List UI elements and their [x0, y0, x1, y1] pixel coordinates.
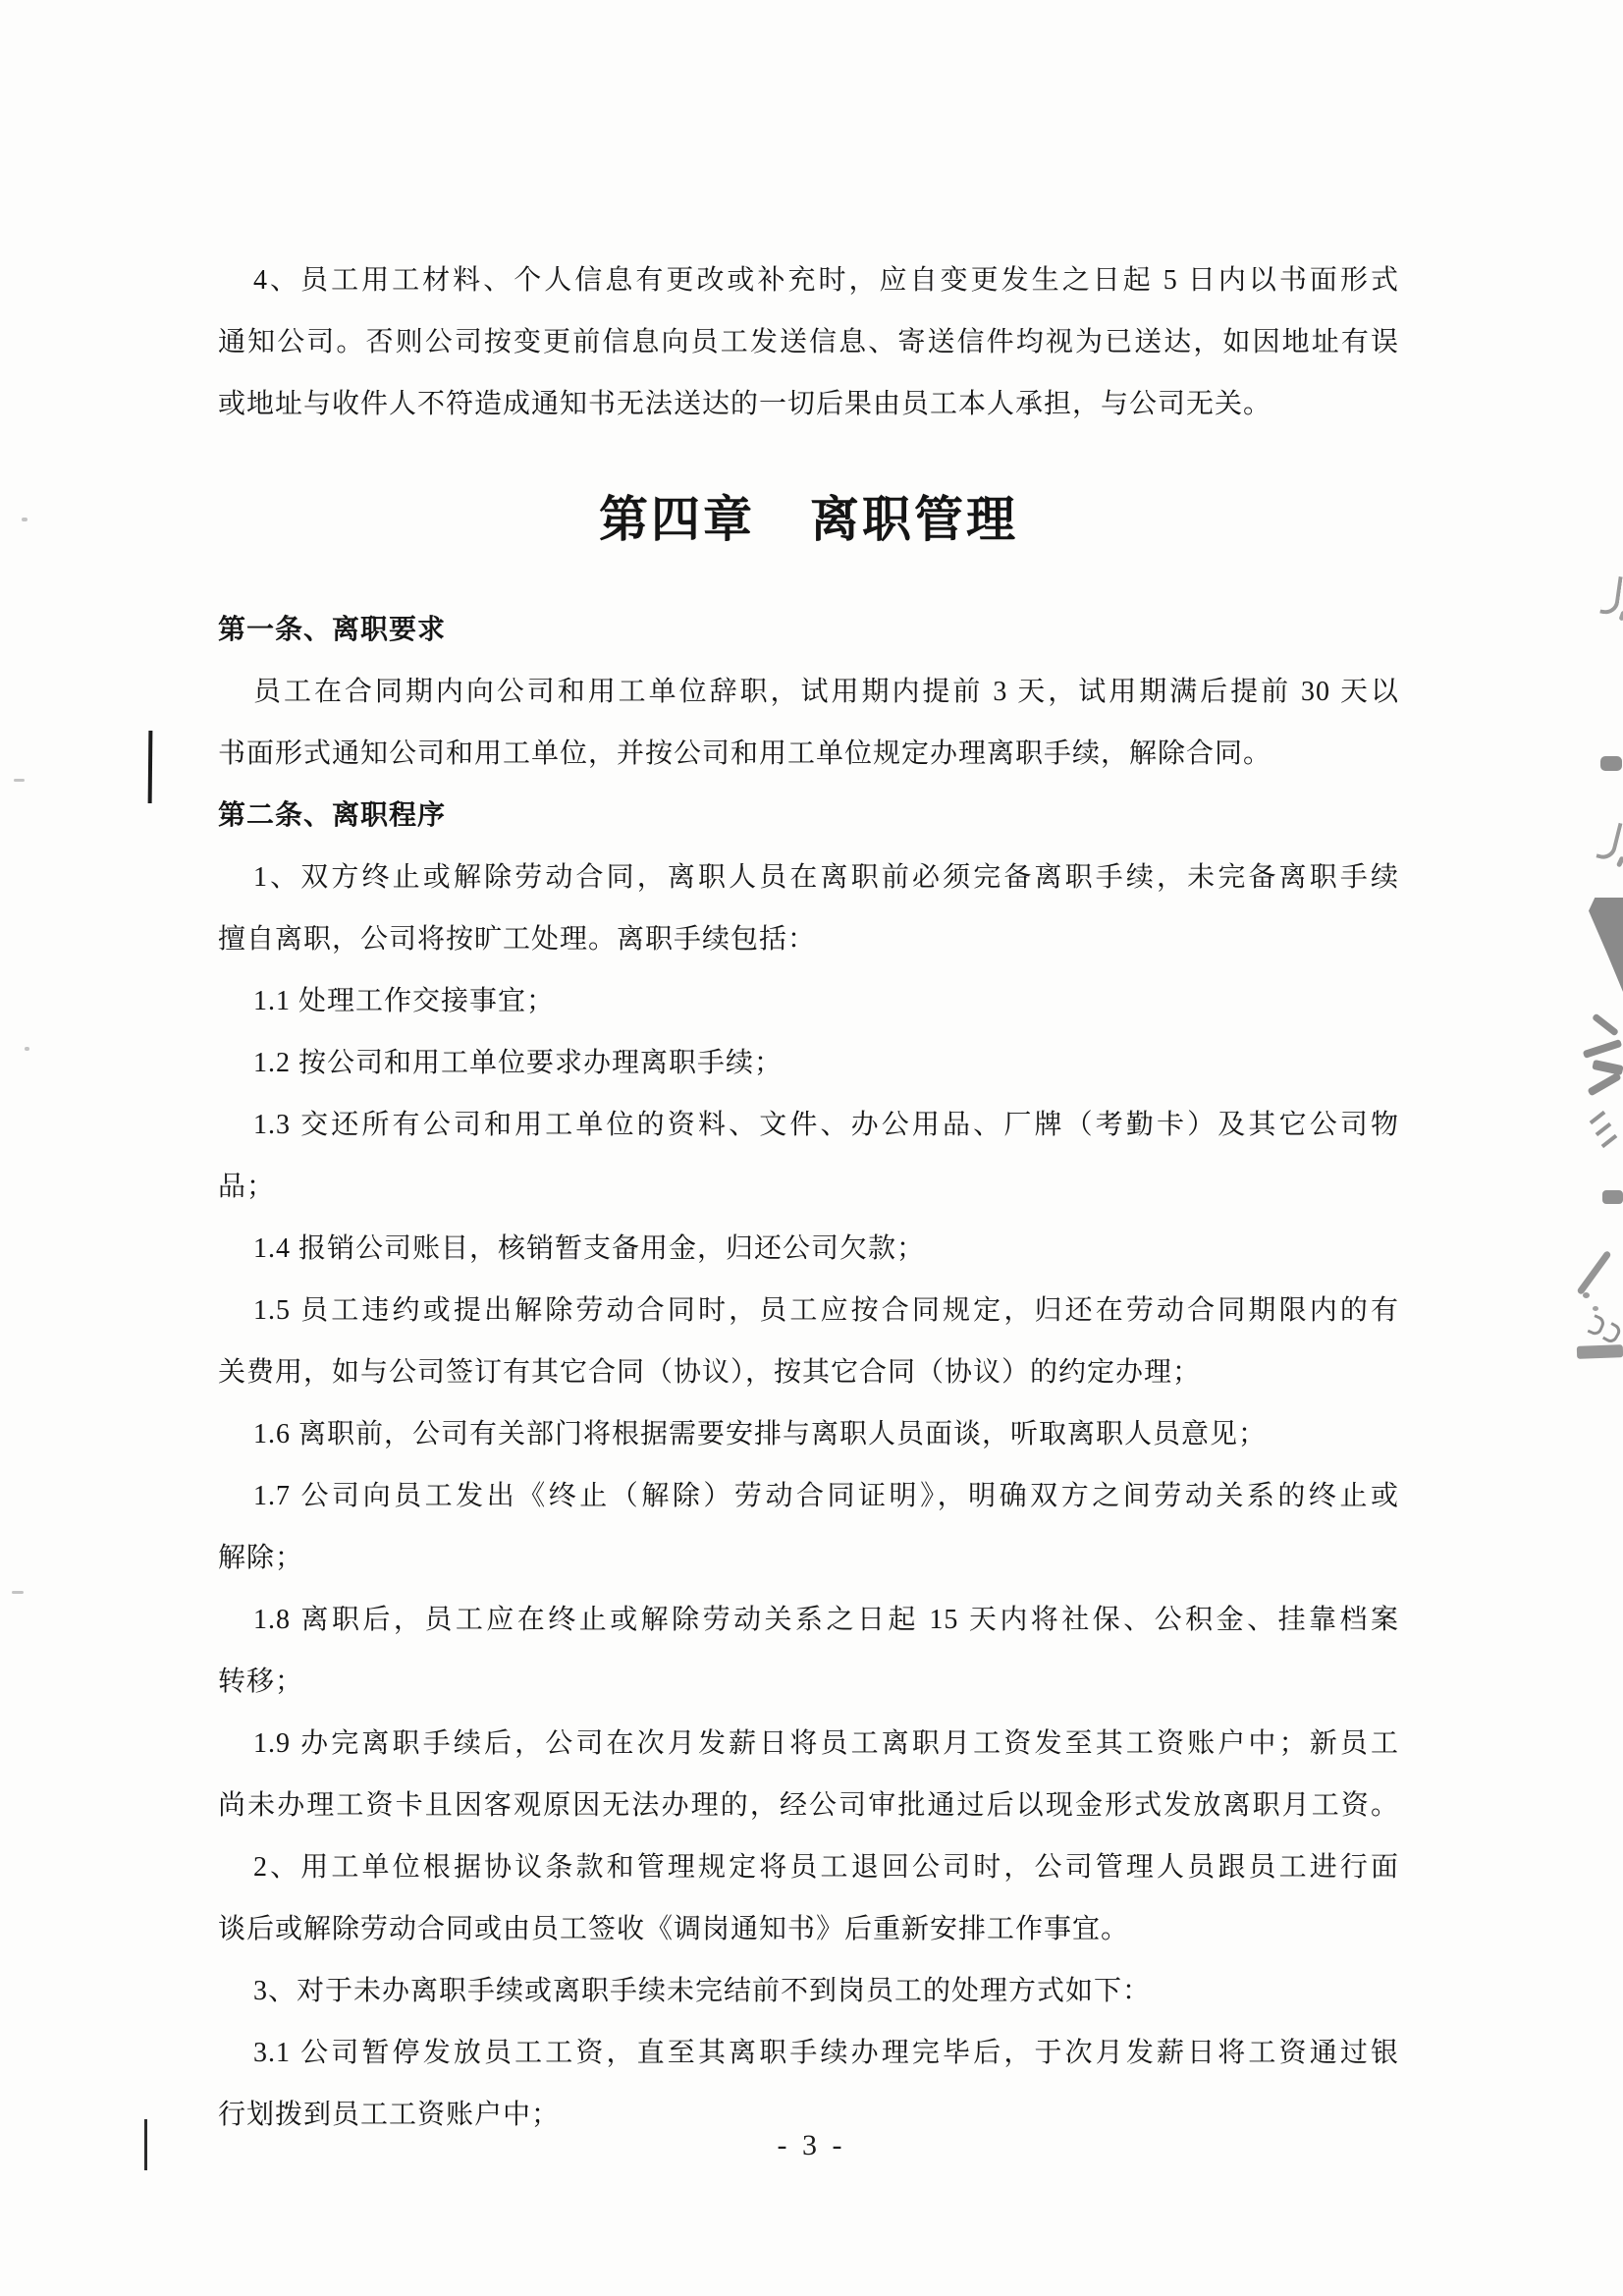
text-line: 4、员工用工材料、个人信息有更改或补充时，应自变更发生之日起 5 日内以书面形式	[253, 265, 1399, 296]
text-line: 1.8 离职后，员工应在终止或解除劳动关系之日起 15 天内将社保、公积金、挂靠档案	[253, 1605, 1399, 1635]
chapter-number: 第四章	[599, 492, 755, 547]
text-line: 3、对于未办离职手续或离职手续未完结前不到岗员工的处理方式如下：	[253, 1976, 1152, 2006]
scan-artifact	[1596, 819, 1622, 861]
page-number: - 3 -	[777, 2129, 846, 2161]
edit-mark	[148, 731, 153, 803]
scan-artifact	[1587, 1072, 1621, 1097]
scan-artifact	[1602, 1190, 1623, 1204]
scan-artifact	[1583, 1039, 1623, 1059]
text-line: 行划拨到员工工资账户中；	[218, 2100, 561, 2130]
text-line: 1.5 员工违约或提出解除劳动合同时，员工应按合同规定，归还在劳动合同期限内的有	[253, 1295, 1399, 1326]
section-heading: 第二条、离职程序	[218, 800, 447, 831]
scan-artifact	[1601, 1134, 1618, 1148]
scan-artifact	[1589, 898, 1623, 992]
scan-artifact	[1616, 855, 1623, 867]
text-line: 1.9 办完离职手续后，公司在次月发薪日将员工离职月工资发至其工资账户中；新员工	[253, 1728, 1399, 1759]
text-line: 转移；	[218, 1667, 304, 1697]
edit-mark	[144, 2119, 147, 2170]
scan-artifact	[1576, 1250, 1611, 1295]
text-line: 1.3 交还所有公司和用工单位的资料、文件、办公用品、厂牌（考勤卡）及其它公司物	[253, 1110, 1399, 1140]
scan-artifact	[1618, 610, 1623, 621]
scan-artifact	[1593, 1306, 1598, 1311]
chapter-heading	[218, 484, 1399, 555]
text-line: 关费用，如与公司签订有其它合同（协议），按其它合同（协议）的约定办理；	[218, 1357, 1202, 1388]
scan-artifact	[1599, 574, 1622, 616]
scan-speck	[14, 779, 25, 782]
text-line: 通知公司。否则公司按变更前信息向员工发送信息、寄送信件均视为已送达，如因地址有误	[218, 327, 1399, 357]
scan-artifact	[1600, 756, 1622, 771]
text-line: 擅自离职，公司将按旷工处理。离职手续包括：	[218, 924, 817, 955]
text-line: 尚未办理工资卡且因客观原因无法办理的，经公司审批通过后以现金形式发放离职月工资。	[218, 1790, 1399, 1821]
text-line: 品；	[218, 1172, 276, 1202]
scan-artifact	[1590, 1111, 1606, 1124]
scan-artifact	[1583, 1292, 1590, 1298]
scan-speck	[22, 518, 27, 521]
scan-artifact	[1602, 1322, 1623, 1345]
scan-artifact	[1596, 1122, 1612, 1136]
scan-speck	[12, 1591, 24, 1594]
text-line: 1.2 按公司和用工单位要求办理离职手续；	[253, 1048, 784, 1078]
scan-artifact	[1592, 1013, 1619, 1037]
text-line: 3.1 公司暂停发放员工工资，直至其离职手续办理完毕后，于次月发薪日将工资通过银	[253, 2038, 1399, 2068]
scan-speck	[25, 1047, 29, 1051]
text-line: 解除；	[218, 1543, 304, 1573]
text-line: 1.7 公司向员工发出《终止（解除）劳动合同证明》，明确双方之间劳动关系的终止或	[253, 1481, 1399, 1511]
document-body	[218, 249, 1399, 2146]
text-line: 谈后或解除劳动合同或由员工签收《调岗通知书》后重新安排工作事宜。	[218, 1914, 1130, 1944]
text-line: 1.1 处理工作交接事宜；	[253, 986, 556, 1016]
text-line: 2、用工单位根据协议条款和管理规定将员工退回公司时，公司管理人员跟员工进行面	[253, 1852, 1399, 1883]
text-line: 员工在合同期内向公司和用工单位辞职，试用期内提前 3 天，试用期满后提前 30 天以	[253, 677, 1399, 707]
text-line: 或地址与收件人不符造成通知书无法送达的一切后果由员工本人承担，与公司无关。	[218, 389, 1272, 419]
section-heading: 第一条、离职要求	[218, 615, 447, 645]
text-line: 1、双方终止或解除劳动合同，离职人员在离职前必须完备离职手续，未完备离职手续	[253, 862, 1399, 893]
text-line: 1.4 报销公司账目，核销暂支备用金，归还公司欠款；	[253, 1233, 926, 1264]
text-line: 1.6 离职前，公司有关部门将根据需要安排与离职人员面谈，听取离职人员意见；	[253, 1419, 1268, 1449]
chapter-title: 离职管理	[810, 492, 1018, 547]
text-line: 书面形式通知公司和用工单位，并按公司和用工单位规定办理离职手续，解除合同。	[218, 738, 1272, 769]
scan-artifact	[1577, 1344, 1623, 1359]
